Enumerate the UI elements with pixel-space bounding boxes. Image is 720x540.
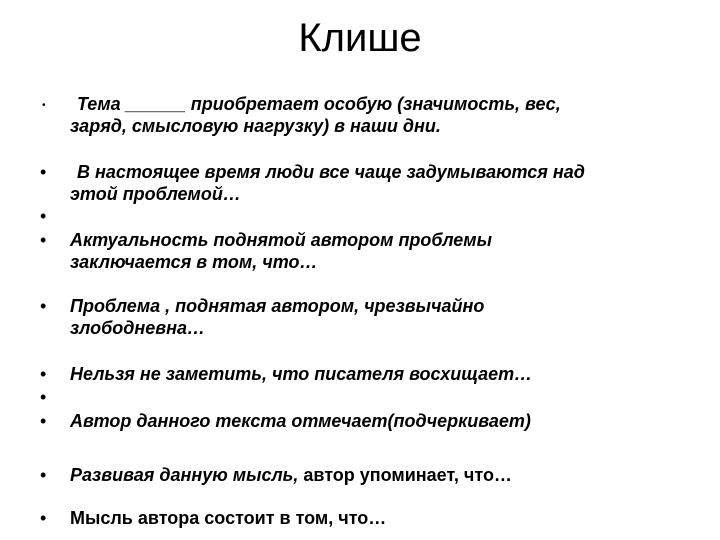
bullet-icon: •: [40, 364, 47, 384]
list-item-text: В настоящее время люди все чаще задумываются над этой проблемой…: [70, 162, 585, 204]
bullet-icon: •: [40, 162, 47, 182]
list-item-text: Тема ______ приобретает особую (значимость, вес, заряд, смысловую нагрузку) в наши дни.: [70, 94, 561, 136]
list-item-text: Мысль автора состоит в том, что…: [70, 508, 387, 528]
bullet-icon: •: [40, 411, 47, 431]
list-item-text: [70, 464, 690, 486]
bullet-icon: •: [40, 465, 47, 485]
list-item-text-normal: автор упоминает, что…: [298, 465, 512, 485]
slide-title: Клише: [298, 16, 422, 60]
list-item-text-italic: Развивая данную мысль,: [70, 465, 299, 485]
bullet-icon: •: [42, 100, 46, 111]
bullet-icon: •: [40, 230, 47, 250]
bullet-icon: •: [40, 206, 47, 226]
list-item-text: Проблема , поднятая автором, чрезвычайно злободневна…: [70, 296, 485, 338]
bullet-icon: •: [40, 296, 47, 316]
bullet-icon: •: [40, 508, 47, 528]
list-item-text: Актуальность поднятой автором проблемы заключается в том, что…: [70, 230, 492, 272]
list-item-text: Автор данного текста отмечает(подчеркивает): [70, 411, 531, 431]
bullet-icon: •: [40, 387, 47, 407]
list-item-text: Нельзя не заметить, что писателя восхищает…: [70, 364, 533, 384]
